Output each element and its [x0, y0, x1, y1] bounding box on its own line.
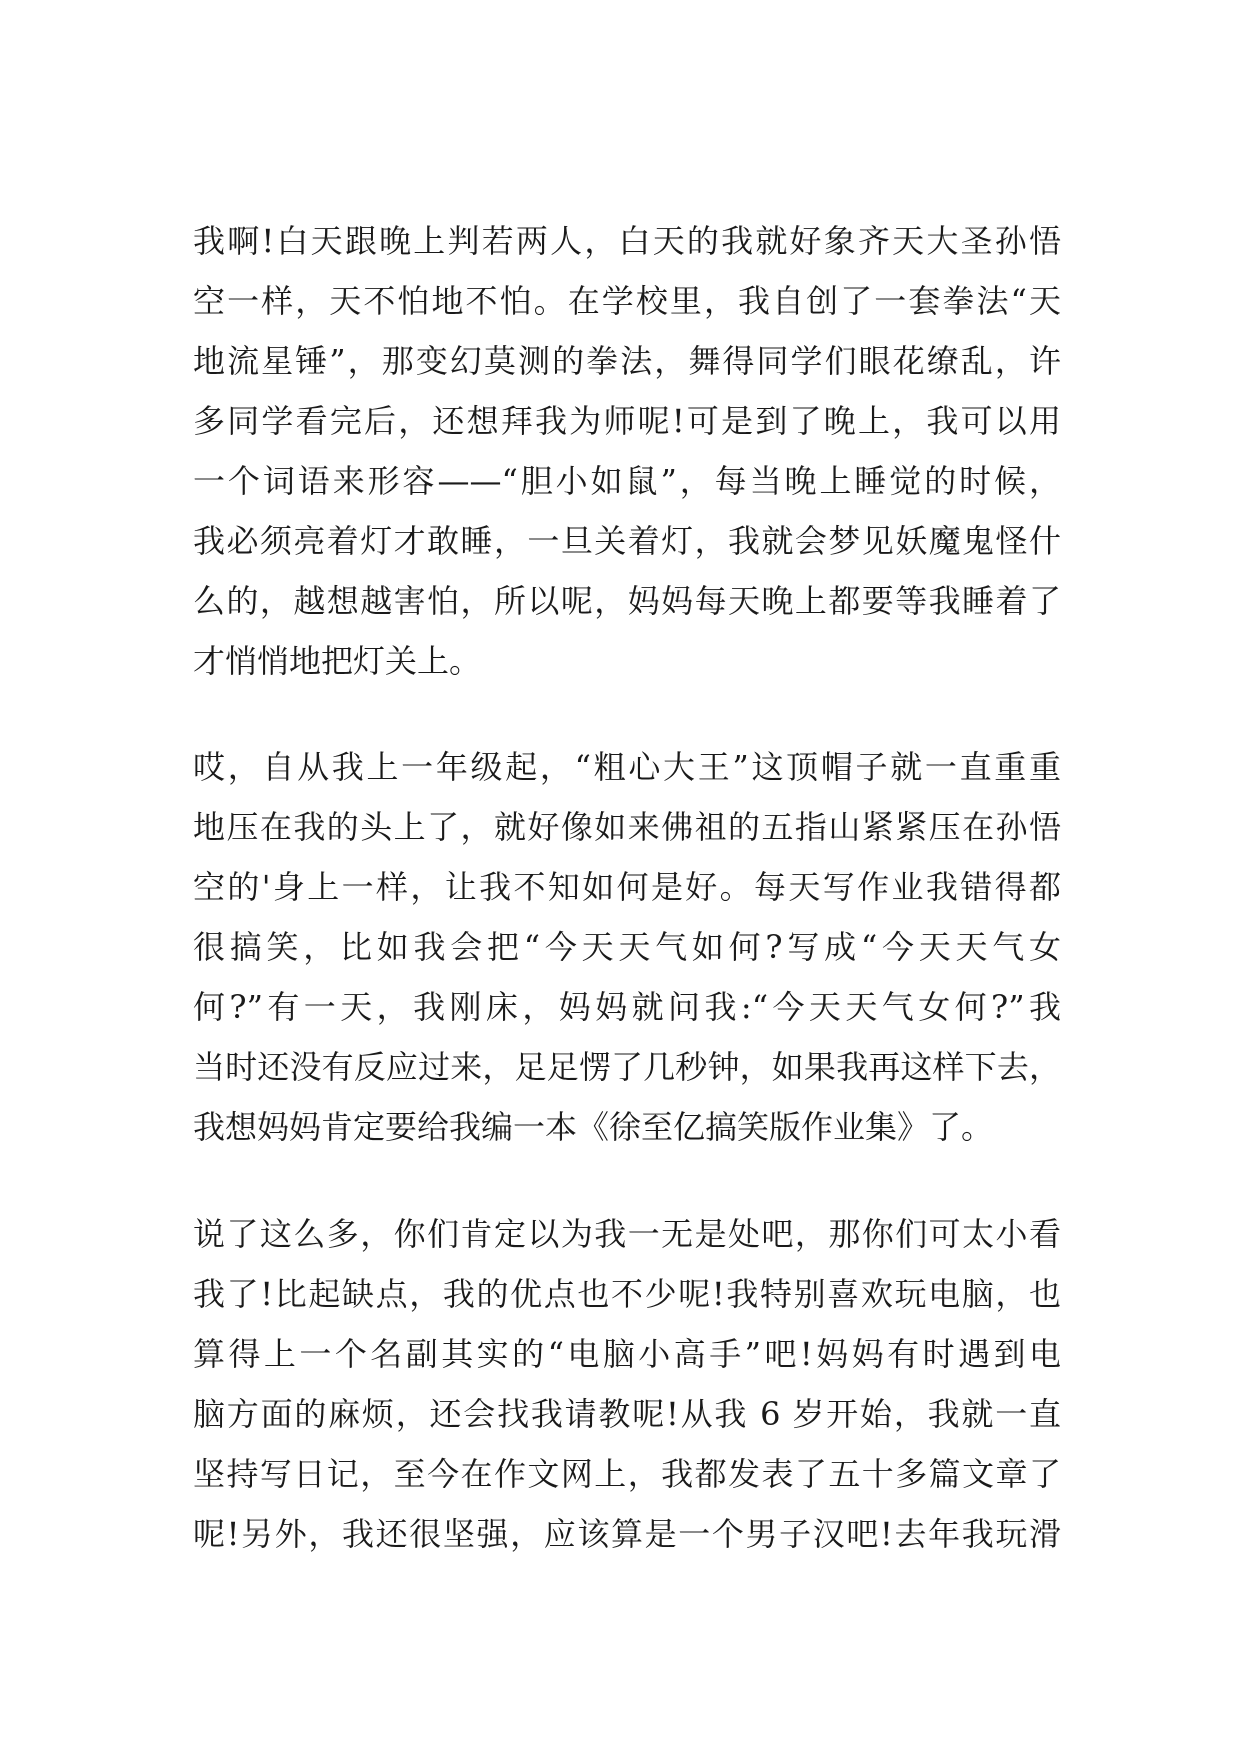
text-line: 我了!比起缺点，我的优点也不少呢!我特别喜欢玩电脑，也	[193, 1275, 1061, 1313]
text-line: 说了这么多，你们肯定以为我一无是处吧，那你们可太小看	[193, 1215, 1061, 1253]
text-line: 我想妈妈肯定要给我编一本《徐至亿搞笑版作业集》了。	[193, 1108, 994, 1146]
paragraph-3	[193, 1204, 1061, 1564]
text-line: 很搞笑，比如我会把“今天天气如何?写成“今天天气女	[193, 928, 1061, 966]
text-line: 么的，越想越害怕，所以呢，妈妈每天晚上都要等我睡着了	[193, 582, 1061, 620]
text-line: 我必须亮着灯才敢睡，一旦关着灯，我就会梦见妖魔鬼怪什	[193, 522, 1061, 560]
paragraph-1	[193, 211, 1061, 691]
text-line: 我啊!白天跟晚上判若两人，白天的我就好象齐天大圣孙悟	[193, 222, 1061, 260]
text-line: 何?”有一天，我刚床，妈妈就问我:“今天天气女何?”我	[193, 988, 1061, 1026]
text-line: 脑方面的麻烦，还会找我请教呢!从我 6 岁开始，我就一直	[193, 1395, 1061, 1433]
text-line: 呢!另外，我还很坚强，应该算是一个男子汉吧!去年我玩滑	[193, 1515, 1061, 1553]
text-line: 一个词语来形容——“胆小如鼠”，每当晚上睡觉的时候，	[193, 462, 1061, 500]
text-line: 空的'身上一样，让我不知如何是好。每天写作业我错得都	[193, 868, 1061, 906]
paragraph-2	[193, 737, 1061, 1157]
text-line: 当时还没有反应过来，足足愣了几秒钟，如果我再这样下去，	[193, 1048, 1061, 1086]
text-line: 空一样，天不怕地不怕。在学校里，我自创了一套拳法“天	[193, 282, 1061, 320]
text-line: 哎，自从我上一年级起，“粗心大王”这顶帽子就一直重重	[193, 748, 1061, 786]
text-line: 地压在我的头上了，就好像如来佛祖的五指山紧紧压在孙悟	[193, 808, 1061, 846]
text-line: 多同学看完后，还想拜我为师呢!可是到了晚上，我可以用	[193, 402, 1061, 440]
text-line: 算得上一个名副其实的“电脑小高手”吧!妈妈有时遇到电	[193, 1335, 1061, 1373]
text-line: 才悄悄地把灯关上。	[193, 642, 482, 680]
text-line: 坚持写日记，至今在作文网上，我都发表了五十多篇文章了	[193, 1455, 1061, 1493]
text-line: 地流星锤”，那变幻莫测的拳法，舞得同学们眼花缭乱，许	[193, 342, 1061, 380]
